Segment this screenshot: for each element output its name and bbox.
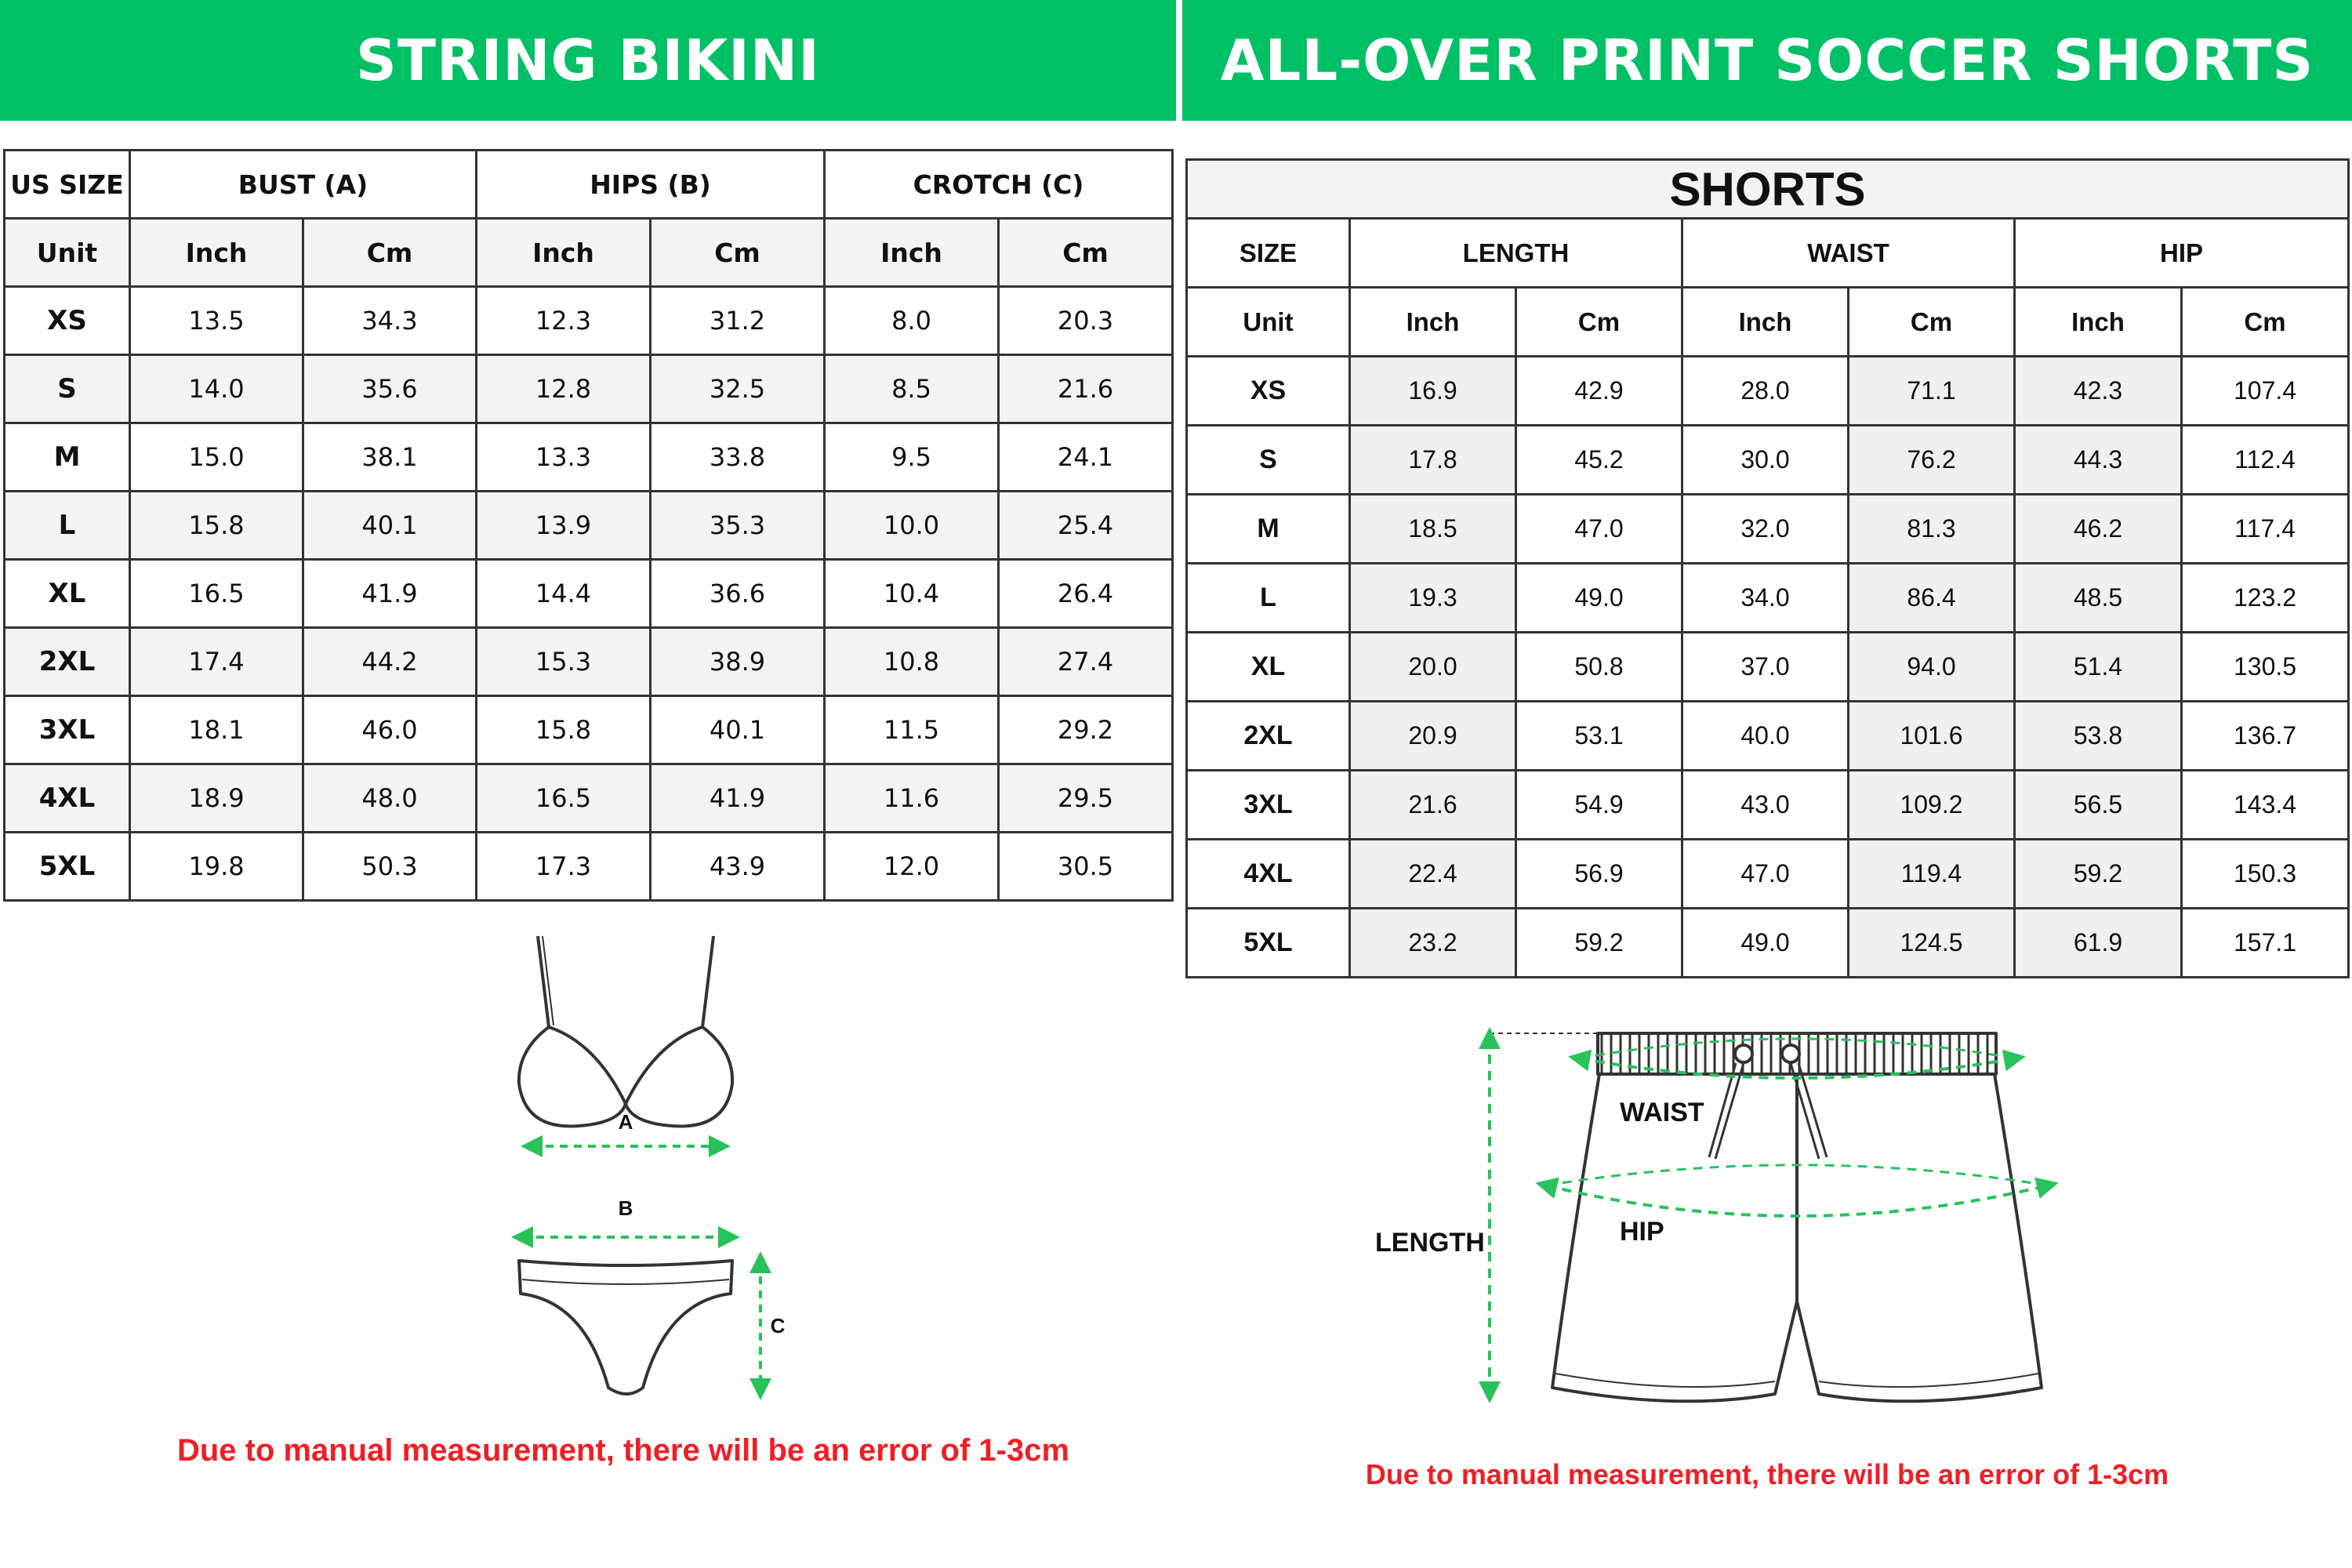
size-row (1187, 840, 2349, 909)
size-cell: 5XL (1187, 909, 1350, 978)
size-row (1187, 771, 2349, 840)
bikini-label-b: B (618, 1196, 633, 1220)
measure-cell: 12.3 (477, 287, 651, 355)
bikini-header-row (5, 151, 1173, 219)
bikini-top-icon (519, 936, 732, 1127)
measure-cell: 46.0 (303, 696, 477, 764)
size-cell: XL (5, 560, 130, 628)
size-row (5, 492, 1173, 560)
size-cell: 4XL (1187, 840, 1350, 909)
shorts-diagram (1364, 1019, 2070, 1443)
bikini-banner: STRING BIKINI (0, 0, 1176, 121)
measure-cell: 136.7 (2182, 702, 2349, 771)
measure-cell: 107.4 (2182, 357, 2349, 426)
size-cell: 3XL (5, 696, 130, 764)
measure-cell: 35.3 (651, 492, 825, 560)
unit-cell: Cm (999, 219, 1173, 287)
measure-cell: 21.6 (999, 355, 1173, 423)
measure-cell: 40.1 (651, 696, 825, 764)
measure-cell: 123.2 (2182, 564, 2349, 633)
waist-header: WAIST (1682, 219, 2015, 288)
shorts-title-row (1187, 160, 2349, 219)
measure-cell: 36.6 (651, 560, 825, 628)
measure-cell: 33.8 (651, 423, 825, 492)
measure-cell: 35.6 (303, 355, 477, 423)
measure-cell: 30.5 (999, 833, 1173, 901)
measure-cell: 37.0 (1682, 633, 1849, 702)
measure-cell: 10.8 (825, 628, 999, 696)
measure-cell: 101.6 (1849, 702, 2015, 771)
measure-cell: 86.4 (1849, 564, 2015, 633)
measure-cell: 31.2 (651, 287, 825, 355)
measure-cell: 54.9 (1516, 771, 1682, 840)
unit-cell: Inch (2015, 288, 2182, 357)
measure-cell: 47.0 (1682, 840, 1849, 909)
size-row (5, 355, 1173, 423)
unit-cell: Inch (1350, 288, 1516, 357)
bikini-measurement-note: Due to manual measurement, there will be an error of 1-3cm (176, 1433, 1070, 1468)
measure-cell: 13.3 (477, 423, 651, 492)
measure-cell: 143.4 (2182, 771, 2349, 840)
measure-cell: 20.3 (999, 287, 1173, 355)
size-cell: M (5, 423, 130, 492)
unit-row (1187, 288, 2349, 357)
size-row (5, 696, 1173, 764)
unit-cell: Cm (1849, 288, 2015, 357)
measure-cell: 13.9 (477, 492, 651, 560)
measure-cell: 26.4 (999, 560, 1173, 628)
measure-cell: 76.2 (1849, 426, 2015, 495)
measure-cell: 41.9 (651, 764, 825, 833)
measure-cell: 112.4 (2182, 426, 2349, 495)
measure-cell: 150.3 (2182, 840, 2349, 909)
measure-cell: 25.4 (999, 492, 1173, 560)
size-cell: L (1187, 564, 1350, 633)
measure-cell: 16.5 (477, 764, 651, 833)
measure-cell: 34.0 (1682, 564, 1849, 633)
measure-cell: 53.8 (2015, 702, 2182, 771)
measure-cell: 117.4 (2182, 495, 2349, 564)
measure-cell: 28.0 (1682, 357, 1849, 426)
shorts-header-row (1187, 219, 2349, 288)
unit-cell: Cm (2182, 288, 2349, 357)
measure-cell: 20.0 (1350, 633, 1516, 702)
shorts-banner: ALL-OVER PRINT SOCCER SHORTS (1182, 0, 2352, 121)
measure-cell: 9.5 (825, 423, 999, 492)
measure-cell: 48.5 (2015, 564, 2182, 633)
unit-cell: Cm (1516, 288, 1682, 357)
size-row (5, 423, 1173, 492)
size-row (5, 287, 1173, 355)
measure-cell: 46.2 (2015, 495, 2182, 564)
measure-cell: 47.0 (1516, 495, 1682, 564)
size-row (1187, 633, 2349, 702)
us-size-header: US SIZE (5, 151, 130, 219)
unit-cell: Cm (651, 219, 825, 287)
measure-cell: 24.1 (999, 423, 1173, 492)
measure-cell: 50.8 (1516, 633, 1682, 702)
measure-cell: 49.0 (1682, 909, 1849, 978)
crotch-header: CROTCH (C) (825, 151, 1173, 219)
measure-cell: 21.6 (1350, 771, 1516, 840)
length-header: LENGTH (1350, 219, 1682, 288)
size-cell: 2XL (5, 628, 130, 696)
measure-cell: 19.8 (130, 833, 303, 901)
measure-cell: 48.0 (303, 764, 477, 833)
measure-cell: 18.1 (130, 696, 303, 764)
measure-cell: 43.0 (1682, 771, 1849, 840)
unit-cell: Inch (825, 219, 999, 287)
measure-cell: 34.3 (303, 287, 477, 355)
measure-cell: 43.9 (651, 833, 825, 901)
measure-cell: 19.3 (1350, 564, 1516, 633)
size-cell: S (5, 355, 130, 423)
size-cell: XS (5, 287, 130, 355)
measure-cell: 18.5 (1350, 495, 1516, 564)
measure-cell: 32.0 (1682, 495, 1849, 564)
unit-cell: Cm (303, 219, 477, 287)
hip-header: HIP (2015, 219, 2349, 288)
bikini-diagram (502, 925, 815, 1411)
measure-cell: 124.5 (1849, 909, 2015, 978)
unit-row (5, 219, 1173, 287)
unit-cell: Inch (130, 219, 303, 287)
size-cell: XS (1187, 357, 1350, 426)
measure-cell: 44.2 (303, 628, 477, 696)
measure-cell: 15.0 (130, 423, 303, 492)
measure-cell: 15.8 (130, 492, 303, 560)
measure-cell: 10.0 (825, 492, 999, 560)
shorts-size-table (1185, 158, 2350, 978)
measure-cell: 10.4 (825, 560, 999, 628)
measure-cell: 81.3 (1849, 495, 2015, 564)
measure-cell: 59.2 (2015, 840, 2182, 909)
measure-cell: 15.3 (477, 628, 651, 696)
bikini-bottom-icon (519, 1261, 732, 1394)
unit-label: Unit (1187, 288, 1350, 357)
size-cell: 2XL (1187, 702, 1350, 771)
measure-cell: 12.0 (825, 833, 999, 901)
measure-cell: 157.1 (2182, 909, 2349, 978)
measure-cell: 94.0 (1849, 633, 2015, 702)
size-cell: S (1187, 426, 1350, 495)
size-cell: 4XL (5, 764, 130, 833)
measure-cell: 119.4 (1849, 840, 2015, 909)
size-row (1187, 564, 2349, 633)
measure-cell: 30.0 (1682, 426, 1849, 495)
measure-cell: 61.9 (2015, 909, 2182, 978)
measure-cell: 22.4 (1350, 840, 1516, 909)
measure-cell: 18.9 (130, 764, 303, 833)
measure-cell: 38.9 (651, 628, 825, 696)
measure-cell: 40.0 (1682, 702, 1849, 771)
measure-cell: 41.9 (303, 560, 477, 628)
bikini-size-table (3, 149, 1174, 902)
measure-cell: 27.4 (999, 628, 1173, 696)
size-row (5, 833, 1173, 901)
measure-cell: 29.2 (999, 696, 1173, 764)
size-cell: L (5, 492, 130, 560)
measure-cell: 45.2 (1516, 426, 1682, 495)
measure-cell: 130.5 (2182, 633, 2349, 702)
measure-cell: 11.6 (825, 764, 999, 833)
measure-cell: 15.8 (477, 696, 651, 764)
size-row (5, 764, 1173, 833)
waist-label: WAIST (1620, 1098, 1704, 1127)
size-row (1187, 702, 2349, 771)
measure-cell: 23.2 (1350, 909, 1516, 978)
measure-cell: 16.5 (130, 560, 303, 628)
measure-cell: 13.5 (130, 287, 303, 355)
measure-cell: 53.1 (1516, 702, 1682, 771)
size-row (1187, 426, 2349, 495)
length-label: LENGTH (1375, 1228, 1485, 1258)
size-cell: M (1187, 495, 1350, 564)
measure-cell: 50.3 (303, 833, 477, 901)
measure-cell: 56.9 (1516, 840, 1682, 909)
measure-cell: 38.1 (303, 423, 477, 492)
size-row (1187, 909, 2349, 978)
measure-cell: 71.1 (1849, 357, 2015, 426)
measure-cell: 49.0 (1516, 564, 1682, 633)
hips-header: HIPS (B) (477, 151, 825, 219)
size-cell: 3XL (1187, 771, 1350, 840)
measure-cell: 109.2 (1849, 771, 2015, 840)
measure-cell: 17.4 (130, 628, 303, 696)
measure-cell: 32.5 (651, 355, 825, 423)
measure-cell: 42.3 (2015, 357, 2182, 426)
measure-cell: 29.5 (999, 764, 1173, 833)
measure-cell: 44.3 (2015, 426, 2182, 495)
bikini-label-c: C (770, 1314, 786, 1338)
unit-cell: Inch (477, 219, 651, 287)
hip-label: HIP (1620, 1217, 1664, 1247)
shorts-table-title: SHORTS (1187, 160, 2349, 219)
size-row (1187, 357, 2349, 426)
size-header: SIZE (1187, 219, 1350, 288)
unit-cell: Inch (1682, 288, 1849, 357)
measure-cell: 56.5 (2015, 771, 2182, 840)
size-cell: XL (1187, 633, 1350, 702)
measure-cell: 8.0 (825, 287, 999, 355)
bikini-label-a: A (618, 1110, 633, 1134)
measure-cell: 17.3 (477, 833, 651, 901)
shorts-measurement-note: Due to manual measurement, there will be an error of 1-3cm (1365, 1458, 2169, 1490)
measure-cell: 40.1 (303, 492, 477, 560)
bust-header: BUST (A) (130, 151, 477, 219)
measure-cell: 17.8 (1350, 426, 1516, 495)
unit-label: Unit (5, 219, 130, 287)
measure-cell: 8.5 (825, 355, 999, 423)
size-row (5, 628, 1173, 696)
measure-cell: 12.8 (477, 355, 651, 423)
measure-cell: 11.5 (825, 696, 999, 764)
measure-cell: 14.4 (477, 560, 651, 628)
size-cell: 5XL (5, 833, 130, 901)
measure-cell: 14.0 (130, 355, 303, 423)
measure-cell: 51.4 (2015, 633, 2182, 702)
measure-cell: 42.9 (1516, 357, 1682, 426)
size-row (5, 560, 1173, 628)
size-row (1187, 495, 2349, 564)
measure-cell: 59.2 (1516, 909, 1682, 978)
measure-cell: 16.9 (1350, 357, 1516, 426)
measure-cell: 20.9 (1350, 702, 1516, 771)
